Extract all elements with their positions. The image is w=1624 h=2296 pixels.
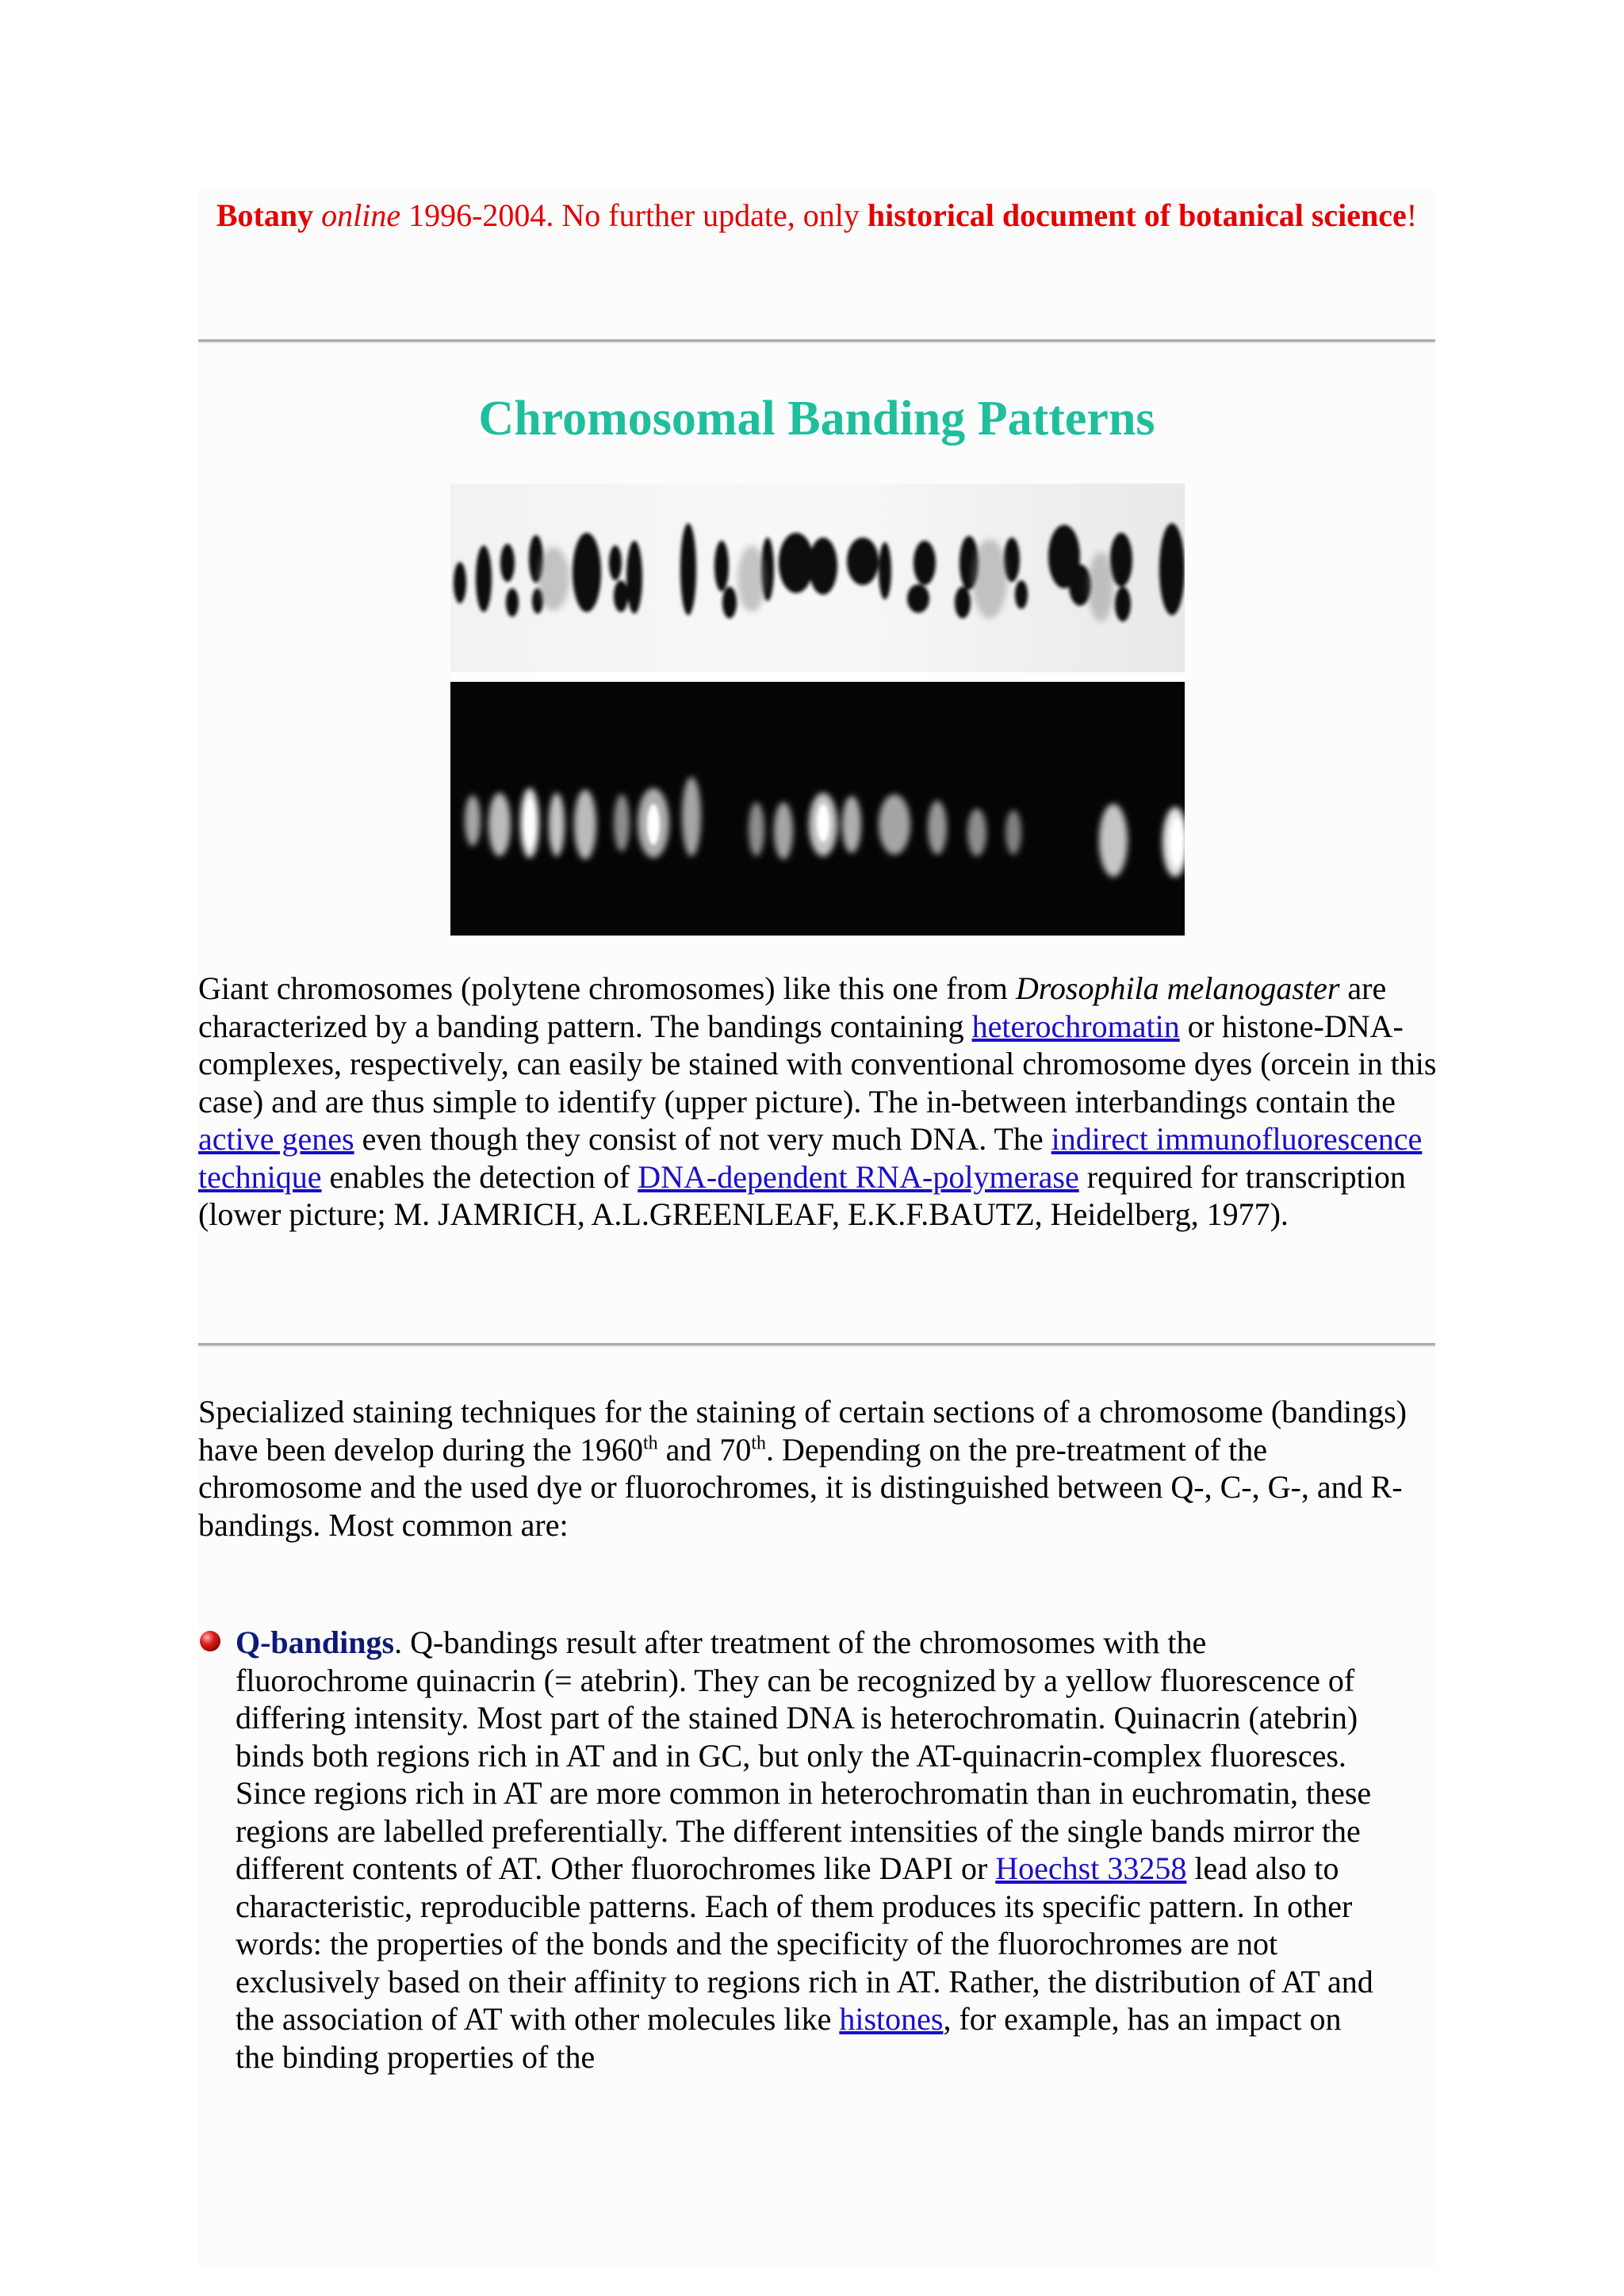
historical-banner bbox=[198, 195, 1435, 236]
p1-text-6: required for transcription (lower picture; M. JAMRICH, A.L.GREENLEAF, E.K.F.BAUTZ, Heidelberg, 1977). bbox=[198, 1158, 1406, 1232]
p2-text-1: Specialized staining techniques for the staining of certain sections of a chromosome (bandings) have been develop during the 1960 bbox=[198, 1394, 1408, 1468]
page-title: Chromosomal Banding Patterns bbox=[478, 392, 1155, 446]
paragraph-polytene bbox=[198, 970, 1443, 1234]
p2-superscript-1: th bbox=[642, 1433, 658, 1454]
paragraph-staining bbox=[198, 1393, 1431, 1544]
term-q-bandings: Q-bandings bbox=[236, 1624, 395, 1660]
p1-text-2: are characterized by a banding pattern. The bandings containing bbox=[198, 970, 1387, 1044]
immunofluorescence-chromosome bbox=[450, 682, 1185, 936]
banner-years: 1996-2004. No further update, only bbox=[400, 197, 868, 233]
link-active-genes[interactable]: active genes bbox=[198, 1121, 354, 1157]
link-histones[interactable]: histones bbox=[839, 2001, 944, 2037]
link-heterochromatin[interactable]: heterochromatin bbox=[971, 1008, 1180, 1044]
species-name: Drosophila melanogaster bbox=[1015, 970, 1340, 1006]
q-text-1: . Q-bandings result after treatment of the chromosomes with the fluorochrome quinacrin (= atebrin). They can be recognized by a yellow fluorescence of differing intensity. Most part of the stained DNA is heterochromatin. Quinacrin (atebrin) binds both regions rich in AT and in GC, but only the AT-quinacrin-complex fluoresces. Since regions rich in AT are more common in heterochromatin than in euchromatin, these regions are labelled preferentially. The different intensities of the single bands mirror the different contents of AT. Other fluorochromes like DAPI or bbox=[236, 1624, 1372, 1886]
chromosome-micrograph bbox=[450, 484, 1185, 936]
p1-text-5: enables the detection of bbox=[321, 1158, 638, 1195]
banner-end: ! bbox=[1406, 197, 1418, 233]
link-rna-polymerase[interactable]: DNA-dependent RNA-polymerase bbox=[638, 1158, 1079, 1195]
link-immunofluorescence[interactable]: indirect immunofluorescence technique bbox=[198, 1121, 1423, 1195]
red-ball-bullet-icon bbox=[200, 1631, 220, 1651]
banner-online: online bbox=[321, 197, 401, 233]
link-hoechst[interactable]: Hoechst 33258 bbox=[995, 1850, 1187, 1886]
list-item-q-bandings bbox=[236, 1624, 1377, 2076]
banner-botany: Botany bbox=[216, 197, 314, 233]
banner-historical: historical document of botanical science bbox=[867, 197, 1407, 233]
q-text-3: , for example, has an impact on the binding properties of the bbox=[236, 2001, 1342, 2075]
divider-middle bbox=[198, 1343, 1435, 1347]
orcein-stained-chromosome bbox=[450, 484, 1185, 672]
p1-text-3: or histone-DNA-complexes, respectively, can easily be stained with conventional chromosome dyes (orcein in this case) and are thus simple to identify (upper picture). The in-between interbandings contain the bbox=[198, 1008, 1437, 1119]
chromosome-banding-figure bbox=[450, 484, 1185, 936]
p1-text-1: Giant chromosomes (polytene chromosomes) like this one from bbox=[198, 970, 1016, 1006]
p2-superscript-2: th bbox=[751, 1433, 767, 1454]
p2-text-3: . Depending on the pre-treatment of the chromosome and the used dye or fluorochromes, it is distinguished between Q-, C-, G-, and R-bandings. Most common are: bbox=[198, 1431, 1403, 1543]
p2-text-2: and 70 bbox=[657, 1431, 752, 1468]
q-text-2: lead also to characteristic, reproducible patterns. Each of them produces its specific pattern. In other words: the properties of the bonds and the specificity of the fluorochromes are not exclusively based on their affinity to regions rich in AT. Rather, the distribution of AT and the association of AT with other molecules like bbox=[236, 1850, 1373, 2037]
p1-text-4: even though they consist of not very much DNA. The bbox=[354, 1121, 1051, 1157]
divider-top bbox=[198, 339, 1435, 343]
